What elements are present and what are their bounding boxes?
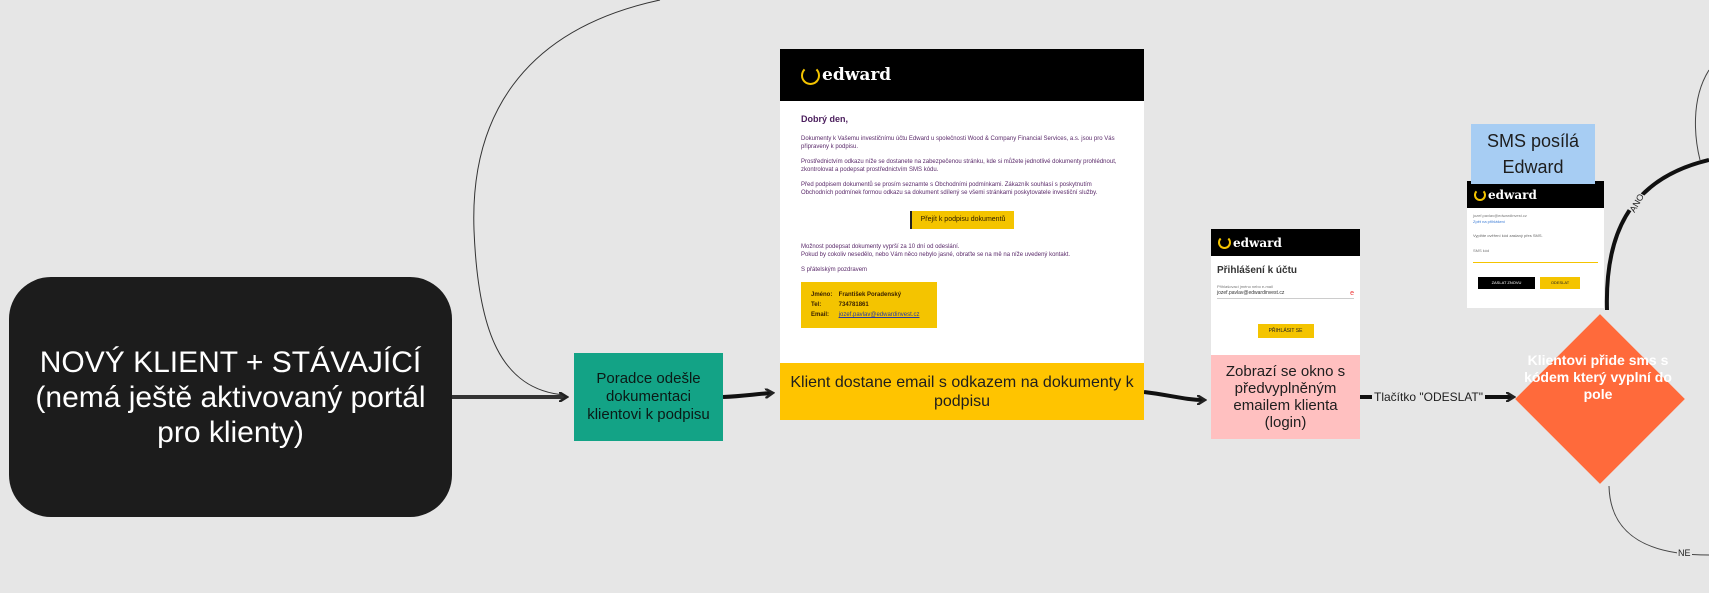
sms-header bbox=[1467, 181, 1604, 208]
start-node[interactable]: NOVÝ KLIENT + STÁVAJÍCÍ (nemá ještě aktivovaný portál pro klienty) bbox=[9, 277, 452, 517]
right-thin-curve bbox=[1695, 70, 1709, 160]
sms-instruction: Vyplňte ověření kód zaslaný přes SMS. bbox=[1473, 233, 1543, 238]
email-paragraph: Před podpisem dokumentů se prosím seznamte s Obchodními podmínkami. Zákazník souhlasí s poskytnutím Obchodních podmínek formou odkazu sa dokument sdílený se všemi stránkami poskytovatele investiční služby. bbox=[801, 182, 1098, 196]
login-email-value: jozef.pavlav@edwardinvest.cz bbox=[1217, 290, 1285, 296]
email-paragraph: Dokumenty k Vašemu investičnímu účtu Edward u společnosti Wood & Company Financial Services, a.s. jsou pro Vás připraveny k podpisu. bbox=[801, 136, 1115, 150]
yes-edge-label: ANO bbox=[1627, 192, 1646, 214]
sms-email-text: jozef.pavlav@edwardinvest.cz bbox=[1473, 213, 1527, 218]
sig-label: Tel: bbox=[811, 302, 822, 308]
login-window-node[interactable]: Zobrazí se okno s předvyplněným emailem klienta (login) bbox=[1211, 355, 1360, 439]
login-field-label: Přihlašovací jméno nebo e-mail bbox=[1217, 284, 1273, 289]
email-paragraph: Možnost podepsat dokumenty vyprší za 10 dní od odeslání. bbox=[801, 244, 960, 250]
edward-logo bbox=[1474, 188, 1537, 202]
email-paragraph: Pokud by cokoliv nesedělo, nebo Vám něco nebylo jasné, obraťte se na mě na níže uvedený kontakt. bbox=[801, 252, 1071, 258]
email-signature bbox=[801, 282, 937, 328]
decision-text: Klientovi přide sms s kódem který vyplní do pole bbox=[1524, 352, 1672, 402]
send-button-edge-label: Tlačítko "ODESLAT" bbox=[1374, 390, 1483, 404]
sms-code-label: SMS kód bbox=[1473, 248, 1490, 253]
no-edge-label: NE bbox=[1678, 548, 1691, 558]
client-email-node[interactable]: Klient dostane email s odkazem na dokumenty k podpisu bbox=[780, 363, 1144, 420]
sig-label: Email: bbox=[811, 312, 830, 318]
arrow-advisor-to-email bbox=[723, 393, 772, 397]
sms-code-input[interactable] bbox=[1473, 254, 1598, 263]
email-closing: S přátelským pozdravem bbox=[801, 267, 868, 273]
email-paragraph: Prostřednictvím odkazu níže se dostanete na zabezpečenou stránku, kde si můžete jednotlivé dokumenty prohlédnout, zkontrolovat a podepsat prostřednictvím SMS kódu. bbox=[801, 159, 1117, 173]
login-title: Přihlášení k účtu bbox=[1217, 265, 1298, 276]
logo-ring-icon bbox=[801, 66, 820, 85]
send-button[interactable]: ODESLAT bbox=[1540, 277, 1580, 289]
edward-logo bbox=[801, 65, 891, 85]
login-header bbox=[1211, 229, 1360, 256]
logo-text: edward bbox=[1488, 187, 1537, 202]
decision-node[interactable] bbox=[1513, 310, 1683, 486]
logo-text: edward bbox=[822, 65, 892, 85]
edward-logo bbox=[1218, 236, 1282, 250]
arrow-yes bbox=[1607, 160, 1709, 310]
email-greeting: Dobrý den, bbox=[801, 114, 849, 124]
back-to-login-link[interactable]: Zpět na přihlášení bbox=[1473, 219, 1506, 224]
loop-connector bbox=[474, 0, 660, 395]
sms-preview bbox=[1467, 181, 1604, 308]
email-preview bbox=[780, 49, 1144, 363]
logo-ring-icon bbox=[1218, 236, 1231, 249]
eye-icon[interactable]: e bbox=[1350, 290, 1354, 297]
arrow-no bbox=[1609, 486, 1709, 555]
sig-email-link[interactable]: jozef.pavlav@edwardinvest.cz bbox=[838, 312, 920, 318]
logo-ring-icon bbox=[1474, 189, 1486, 201]
arrow-email-to-login bbox=[1144, 392, 1204, 400]
sig-phone: 734781861 bbox=[838, 302, 869, 308]
login-email-field[interactable] bbox=[1217, 290, 1354, 299]
sig-name: František Poradenský bbox=[838, 292, 902, 298]
sms-sender-note[interactable]: SMS posílá Edward bbox=[1471, 124, 1595, 184]
email-header bbox=[780, 49, 1144, 101]
logo-text: edward bbox=[1233, 235, 1282, 250]
sign-documents-button[interactable]: Přejít k podpisu dokumentů bbox=[910, 211, 1014, 229]
login-preview bbox=[1211, 229, 1360, 355]
resend-button[interactable]: ZASLAT ZNOVU bbox=[1478, 277, 1535, 289]
login-button[interactable]: PŘIHLÁSIT SE bbox=[1258, 324, 1314, 338]
advisor-sends-node[interactable]: Poradce odešle dokumentaci klientovi k podpisu bbox=[574, 353, 723, 441]
sig-label: Jméno: bbox=[811, 292, 833, 298]
